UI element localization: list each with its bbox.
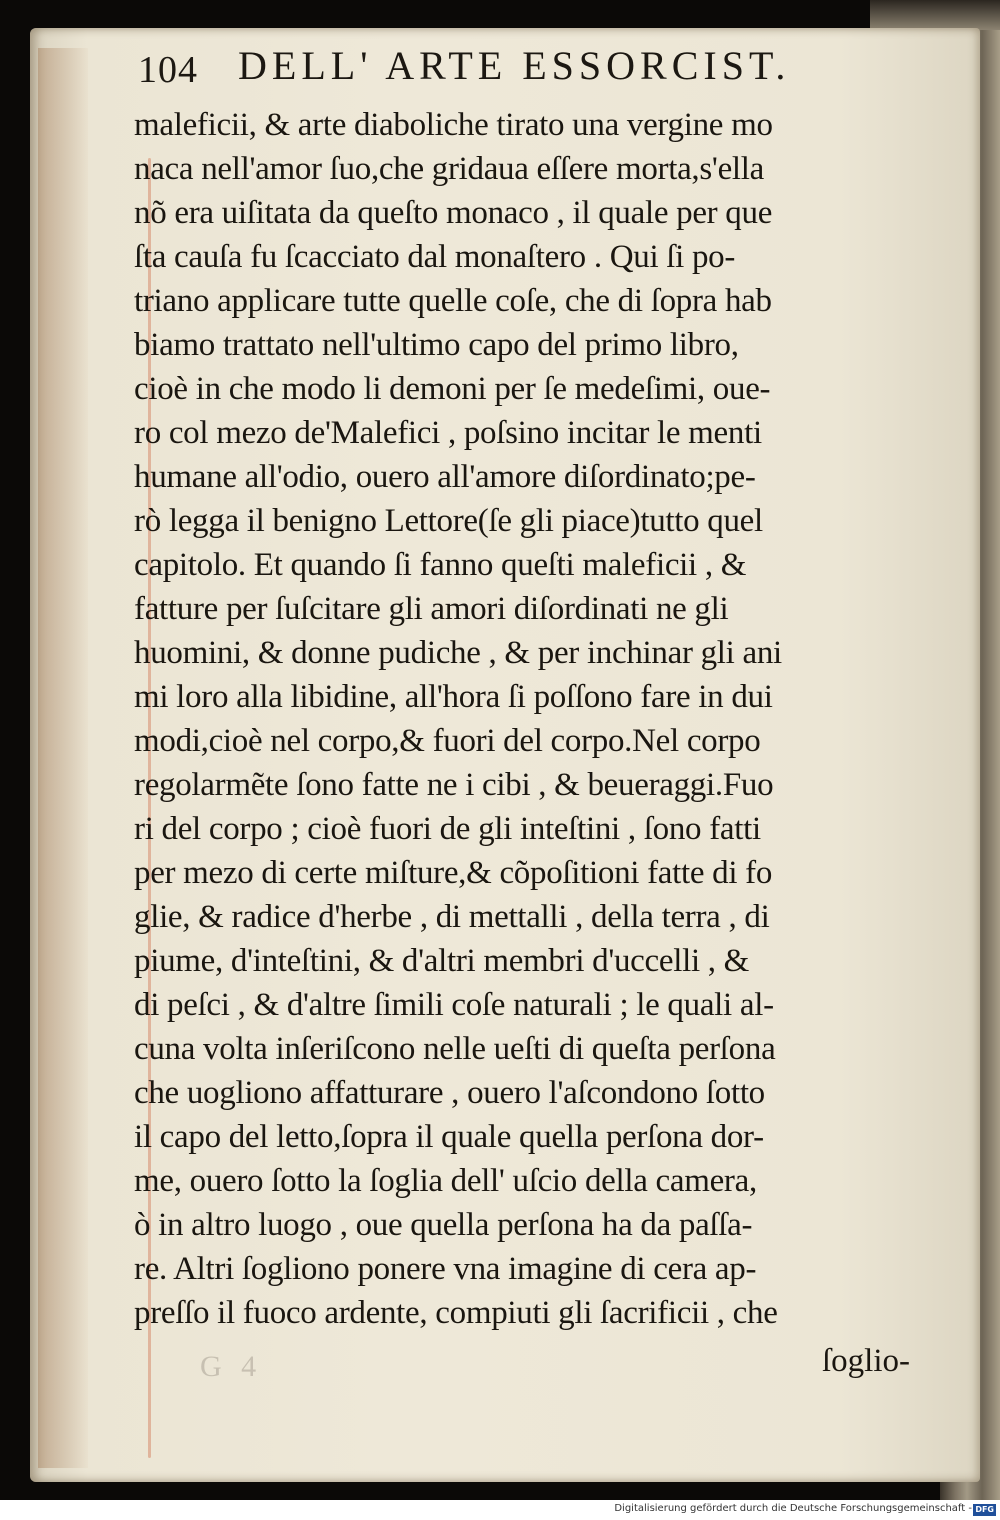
body-text bbox=[134, 103, 934, 1335]
text-line: capitolo. Et quando ſi fanno queſti maleficii , & bbox=[134, 547, 747, 583]
book-top-edge bbox=[870, 0, 1000, 30]
text-line: huomini, & donne pudiche , & per inchinar gli ani bbox=[134, 635, 782, 671]
text-line: fatture per ſuſcitare gli amori diſordinati ne gli bbox=[134, 591, 729, 627]
text-line: naca nell'amor ſuo,che gridaua eſſere morta,s'ella bbox=[134, 151, 764, 187]
footer-bar bbox=[0, 1500, 1000, 1520]
text-line: modi,cioè nel corpo,& fuori del corpo.Nel corpo bbox=[134, 723, 761, 759]
catchword: ſoglio- bbox=[822, 1343, 910, 1379]
text-line: ro col mezo de'Malefici , poſsino incitar le menti bbox=[134, 415, 762, 451]
text-line: rò legga il benigno Lettore(ſe gli piace)tutto quel bbox=[134, 503, 763, 539]
text-line: ſta cauſa fu ſcacciato dal monaſtero . Qui ſi po- bbox=[134, 239, 736, 275]
text-line: biamo trattato nell'ultimo capo del primo libro, bbox=[134, 327, 739, 363]
text-line: che uogliono affatturare , ouero l'aſcondono ſotto bbox=[134, 1075, 765, 1111]
text-line: re. Altri ſogliono ponere vna imagine di cera ap- bbox=[134, 1251, 757, 1287]
text-line: per mezo di certe miſture,& cõpoſitioni fatte di fo bbox=[134, 855, 773, 891]
page-header bbox=[138, 42, 898, 102]
text-line: di peſci , & d'altre ſimili coſe naturali ; le quali al- bbox=[134, 987, 774, 1023]
text-line: maleficii, & arte diaboliche tirato una vergine mo bbox=[134, 107, 773, 143]
text-line: cioè in che modo li demoni per ſe medeſimi, oue- bbox=[134, 371, 771, 407]
text-line: il capo del letto,ſopra il quale quella perſona dor- bbox=[134, 1119, 764, 1155]
text-line: me, ouero ſotto la ſoglia dell' uſcio della camera, bbox=[134, 1163, 757, 1199]
text-line: nõ era uiſitata da queſto monaco , il quale per que bbox=[134, 195, 773, 231]
text-line: humane all'odio, ouero all'amore diſordinato;pe- bbox=[134, 459, 756, 495]
text-line: triano applicare tutte quelle coſe, che di ſopra hab bbox=[134, 283, 772, 319]
funding-credit: Digitalisierung gefördert durch die Deutsche Forschungsgemeinschaft - bbox=[614, 1503, 972, 1514]
text-line: piume, d'inteſtini, & d'altri membri d'uccelli , & bbox=[134, 943, 750, 979]
text-line: mi loro alla libidine, all'hora ſi poſſono fare in dui bbox=[134, 679, 773, 715]
dfg-logo: DFG bbox=[975, 1505, 994, 1514]
running-head: DELL' ARTE ESSORCIST. bbox=[238, 43, 791, 88]
page-number: 104 bbox=[138, 49, 198, 91]
gutter-stain bbox=[38, 48, 88, 1468]
bleed-through-text: G 4 bbox=[200, 1350, 263, 1383]
text-line: ri del corpo ; cioè fuori de gli inteſtini , ſono fatti bbox=[134, 811, 761, 847]
text-line: regolarmẽte ſono fatte ne i cibi , & beueraggi.Fuo bbox=[134, 767, 774, 803]
text-line: cuna volta inſeriſcono nelle ueſti di queſta perſona bbox=[134, 1031, 776, 1067]
text-line: ò in altro luogo , oue quella perſona ha da paſſa- bbox=[134, 1207, 753, 1243]
text-line: preſſo il fuoco ardente, compiuti gli ſacrificii , che bbox=[134, 1295, 778, 1331]
text-line: glie, & radice d'herbe , di mettalli , della terra , di bbox=[134, 899, 770, 935]
